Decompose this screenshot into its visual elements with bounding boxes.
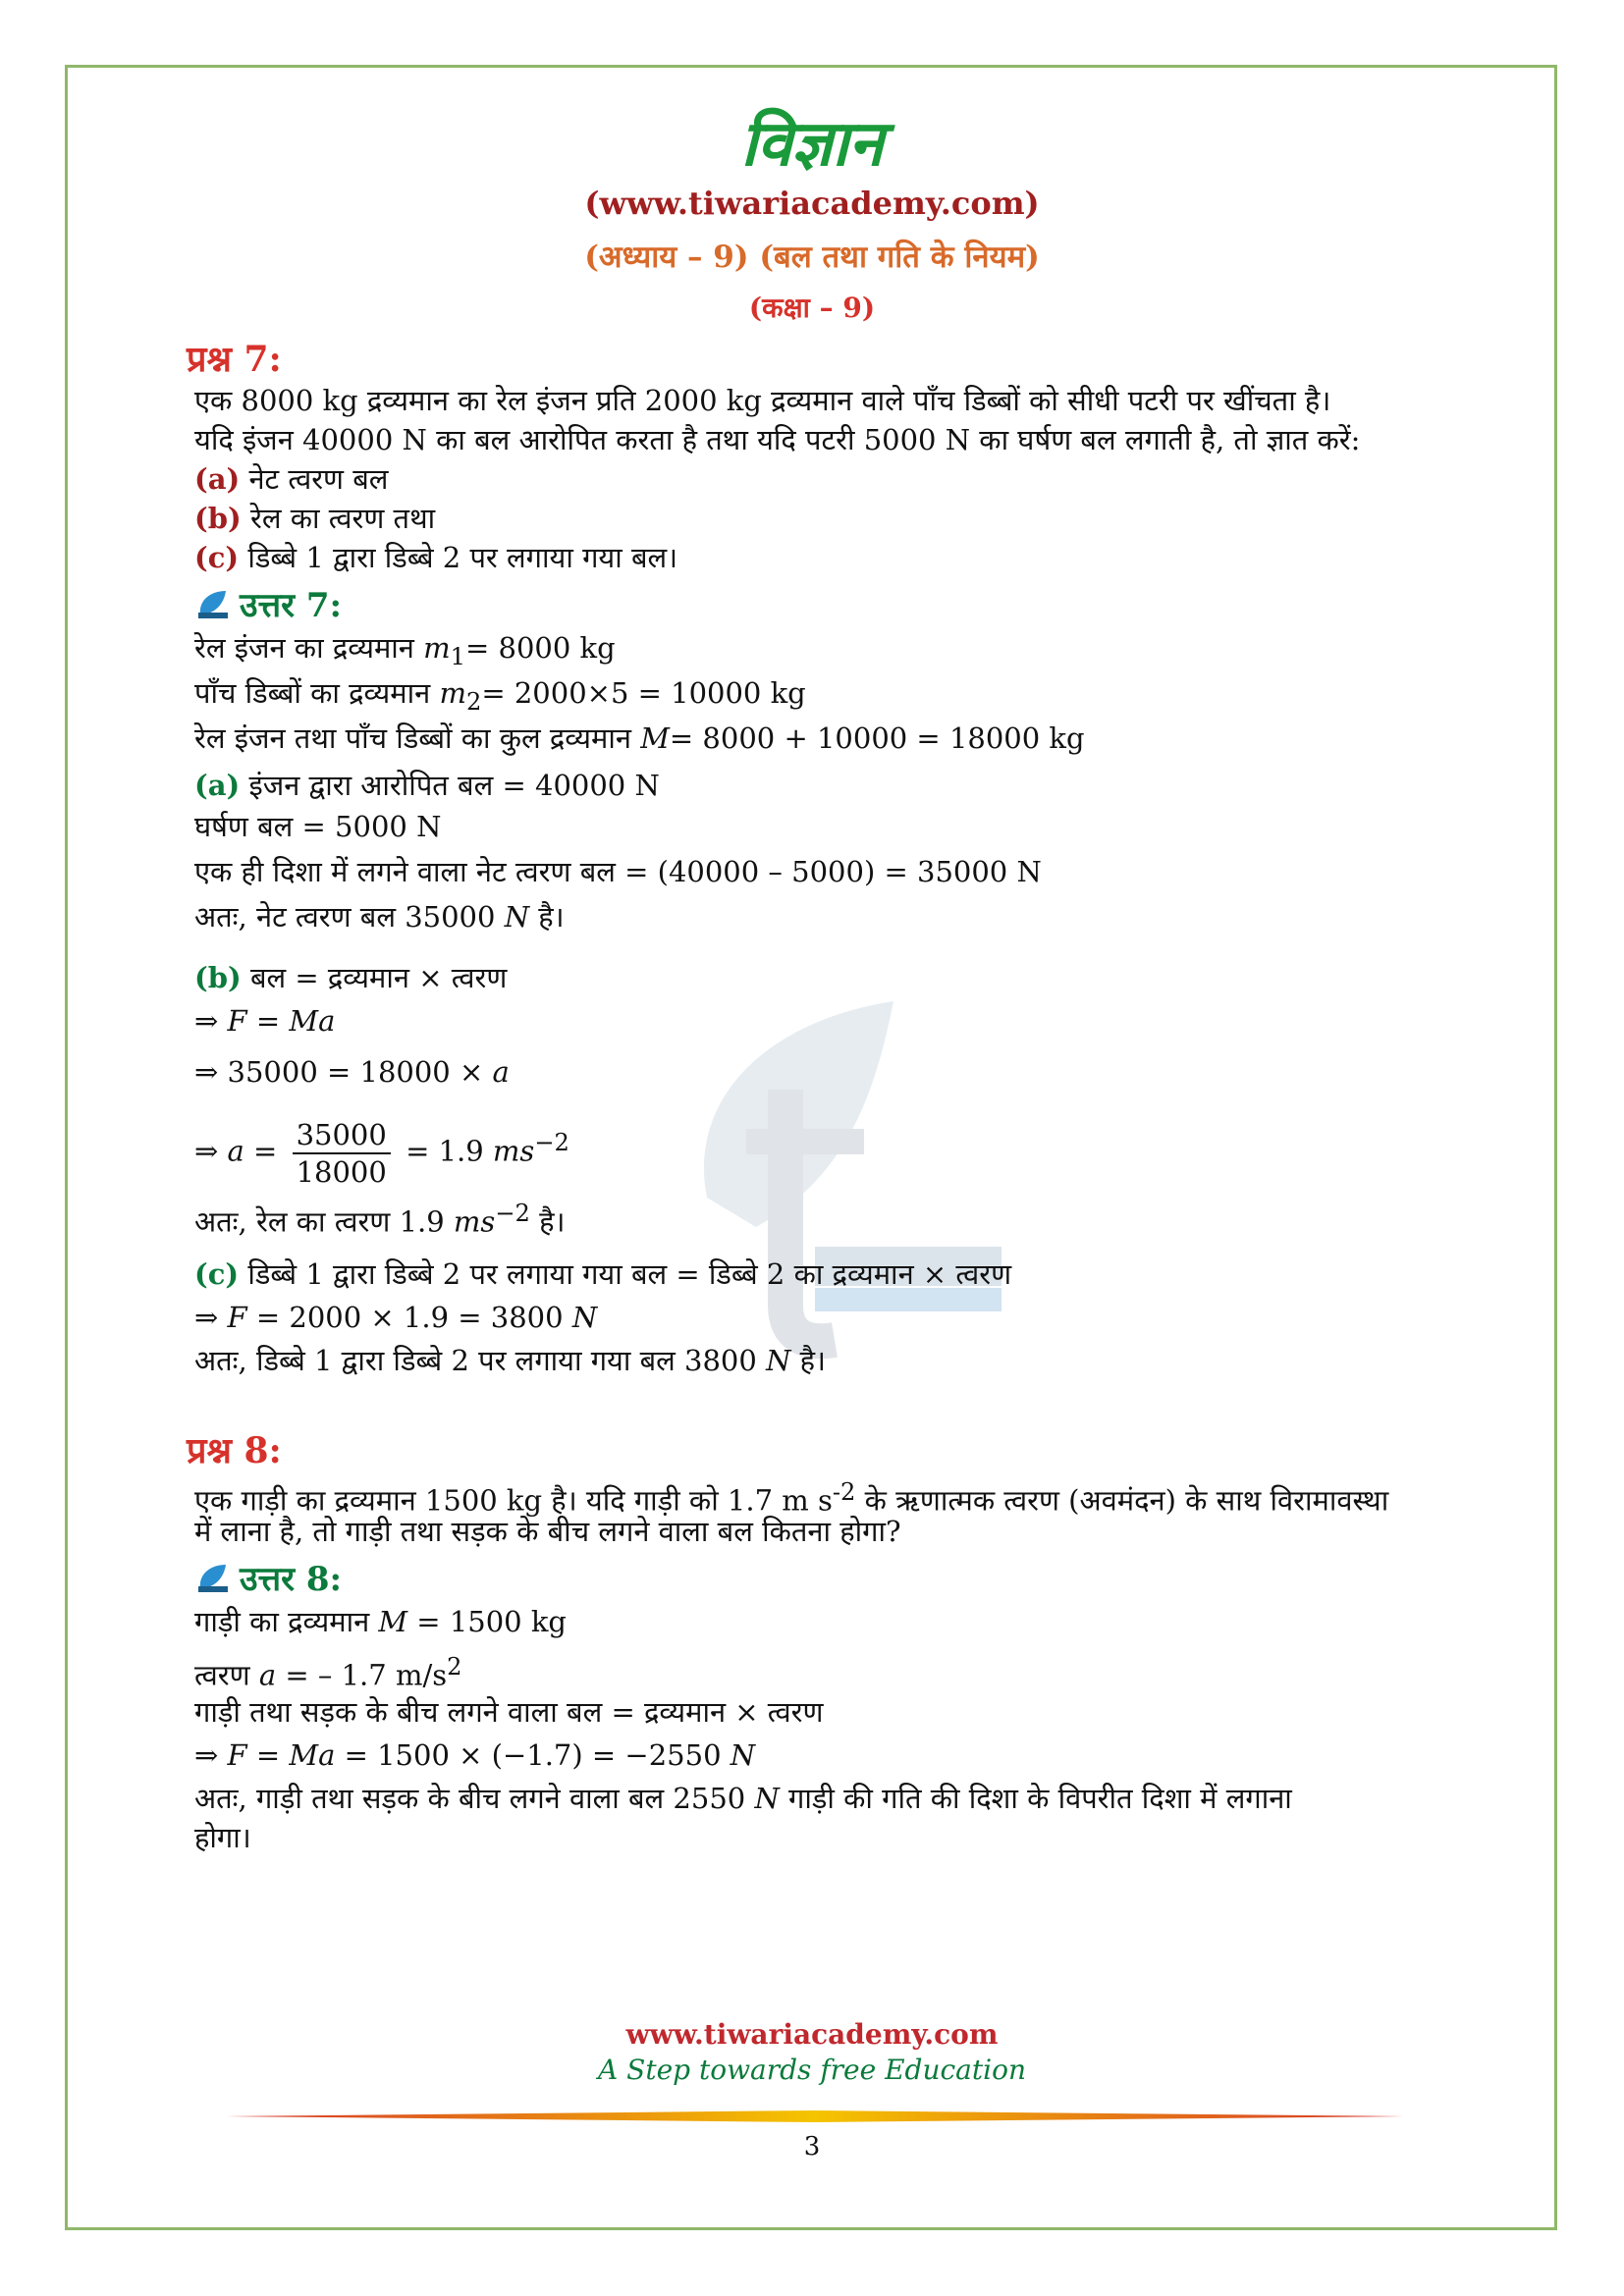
answer-8-line5: अतः, गाड़ी तथा सड़क के बीच लगने वाला बल 2550 N गाड़ी की गति की दिशा के विपरीत दिशा में लगाना xyxy=(194,1782,1292,1815)
answer-7-c-conclusion: अतः, डिब्बे 1 द्वारा डिब्बे 2 पर लगाया गया बल 3800 N है। xyxy=(194,1344,827,1377)
answer-7-a-line4: अतः, नेट त्वरण बल 35000 N है। xyxy=(194,900,565,934)
leaf-icon xyxy=(196,587,230,620)
answer-7-b-line2: ⇒ F = Ma xyxy=(194,1004,336,1038)
header-website: (www.tiwariacademy.com) xyxy=(584,185,1040,222)
footer-tagline: A Step towards free Education xyxy=(598,2054,1026,2086)
tiwari-academy-watermark xyxy=(648,982,1001,1394)
answer-7-b-line3: ⇒ 35000 = 18000 × a xyxy=(194,1055,510,1089)
answer-7-a-line2: घर्षण बल = 5000 N xyxy=(194,810,442,843)
question-7-part-c: (c) डिब्बे 1 द्वारा डिब्बे 2 पर लगाया गया बल। xyxy=(194,541,678,574)
page-title: विज्ञान xyxy=(740,107,884,181)
question-7-text-line1: एक 8000 kg द्रव्यमान का रेल इंजन प्रति 2000 kg द्रव्यमान वाले पाँच डिब्बों को सीधी पटरी पर खींचता है। xyxy=(194,384,1331,417)
question-7-part-a: (a) नेट त्वरण बल xyxy=(194,462,389,496)
answer-7-line2: पाँच डिब्बों का द्रव्यमान $m_2= 2000\times 5 = 10000$ kg xyxy=(194,676,806,716)
leaf-icon xyxy=(196,1561,230,1594)
question-7-part-b: (b) रेल का त्वरण तथा xyxy=(194,502,436,535)
answer-7-b-line1: (b) बल = द्रव्यमान × त्वरण xyxy=(194,961,508,994)
answer-7-line3: रेल इंजन तथा पाँच डिब्बों का कुल द्रव्यमान M= 8000 + 10000 = 18000 kg xyxy=(194,721,1085,755)
page-number: 3 xyxy=(803,2132,821,2162)
answer-7-a-line3: एक ही दिशा में लगने वाला नेट त्वरण बल = (40000 – 5000) = 35000 N xyxy=(194,855,1042,888)
answer-8-heading: उत्तर 8: xyxy=(196,1555,342,1600)
answer-7-line1: रेल इंजन का द्रव्यमान $m_1= 8000$ kg xyxy=(194,631,616,670)
answer-7-b-fraction-line: ⇒ a = $\frac{35000}{18000}$ = 1.9 $ms^{-2}$ xyxy=(194,1117,569,1189)
answer-7-b-conclusion: अतः, रेल का त्वरण 1.9 $ms^{-2}$ है। xyxy=(194,1200,566,1239)
chapter-title: (अध्याय – 9) (बल तथा गति के नियम) xyxy=(584,240,1040,275)
answer-7-c-line1: (c) डिब्बे 1 द्वारा डिब्बे 2 पर लगाया गया बल = डिब्बे 2 का द्रव्यमान × त्वरण xyxy=(194,1257,1012,1291)
answer-8-line4: ⇒ F = Ma = 1500 × (−1.7) = −2550 N xyxy=(194,1738,756,1772)
answer-8-line3: गाड़ी तथा सड़क के बीच लगने वाला बल = द्रव्यमान × त्वरण xyxy=(194,1695,824,1729)
question-8-text-line1: एक गाड़ी का द्रव्यमान 1500 kg है। यदि गाड़ी को 1.7 m $s^{-2}$ के ऋणात्मक त्वरण (अवमंदन) के साथ विरामावस्था xyxy=(194,1478,1389,1518)
question-8-text-line2: में लाना है, तो गाड़ी तथा सड़क के बीच लगने वाला बल कितना होगा? xyxy=(194,1515,901,1548)
answer-7-c-line2: ⇒ F = 2000 × 1.9 = 3800 N xyxy=(194,1301,598,1334)
class-label: (कक्षा – 9) xyxy=(748,292,876,324)
fraction: $\frac{35000}{18000}$ xyxy=(293,1117,391,1190)
answer-8-line2: त्वरण a = – 1.7 $m/s^2$ xyxy=(194,1653,462,1692)
question-7-text-line2: यदि इंजन 40000 N का बल आरोपित करता है तथा यदि पटरी 5000 N का घर्षण बल लगाती है, तो ज्ञात करें: xyxy=(194,423,1361,456)
answer-7-heading: उत्तर 7: xyxy=(196,581,342,626)
footer-divider xyxy=(226,2109,1404,2124)
question-7-heading: प्रश्न 7: xyxy=(187,339,282,380)
question-8-heading: प्रश्न 8: xyxy=(187,1430,282,1471)
answer-7-a-line1: (a) इंजन द्वारा आरोपित बल = 40000 N xyxy=(194,769,660,802)
footer-website-link[interactable]: www.tiwariacademy.com xyxy=(625,2018,999,2051)
answer-8-line1: गाड़ी का द्रव्यमान M = 1500 kg xyxy=(194,1605,567,1638)
answer-8-line6: होगा। xyxy=(194,1821,251,1854)
